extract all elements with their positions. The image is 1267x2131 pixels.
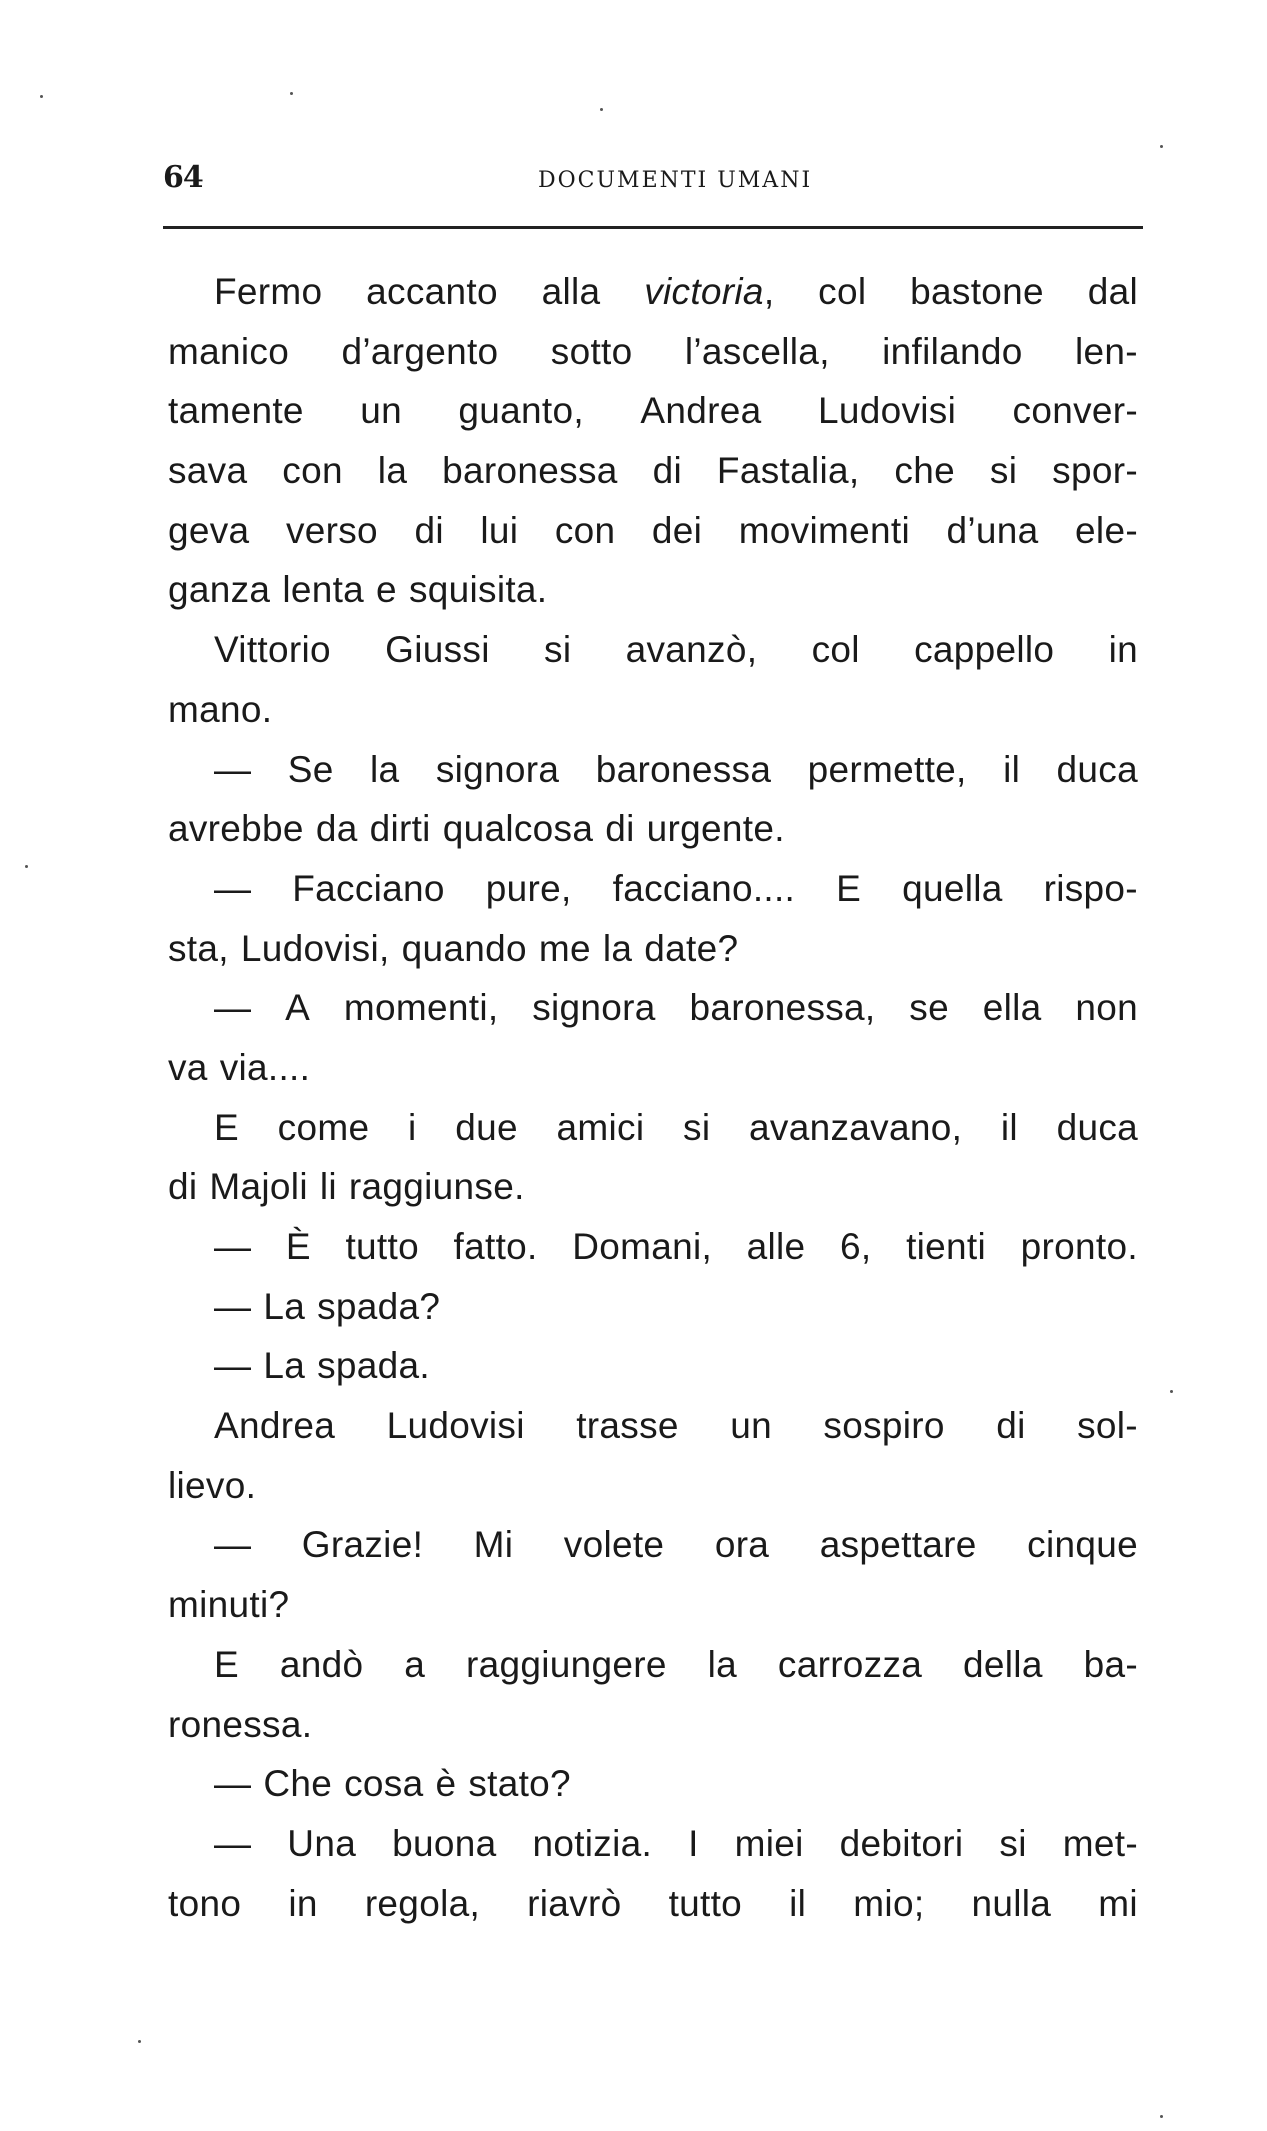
page-number: 64: [163, 160, 203, 195]
text-line: E come i due amici si avanzavano, il duca: [214, 1106, 1138, 1148]
page-header: [163, 160, 1143, 200]
scan-speck: [1160, 2115, 1163, 2118]
scan-speck: [1170, 1390, 1173, 1393]
text-line: — La spada.: [214, 1345, 430, 1387]
scan-speck: [290, 92, 293, 95]
scan-speck: [600, 108, 603, 111]
text-line: Andrea Ludovisi trasse un sospiro di sol-: [214, 1405, 1138, 1447]
scan-speck: [1160, 145, 1163, 148]
text-line: Vittorio Giussi si avanzò, col cappello in: [214, 629, 1138, 671]
text-line: manico d’argento sotto l’ascella, infilando len-: [168, 330, 1138, 372]
text-line: minuti?: [168, 1584, 290, 1626]
text-line: mano.: [168, 688, 273, 730]
text-line: — La spada?: [214, 1285, 441, 1327]
text-line: ganza lenta e squisita.: [168, 569, 548, 611]
text-line: avrebbe da dirti qualcosa di urgente.: [168, 808, 785, 850]
text-line: — Se la signora baronessa permette, il duca: [214, 748, 1138, 790]
text-line: va via....: [168, 1046, 311, 1088]
text-line: tono in regola, riavrò tutto il mio; nulla mi: [168, 1882, 1138, 1924]
running-title: DOCUMENTI UMANI: [538, 168, 813, 193]
text-line: — Che cosa è stato?: [214, 1763, 571, 1805]
text-line: sta, Ludovisi, quando me la date?: [168, 927, 739, 969]
text-line: tamente un guanto, Andrea Ludovisi conver-: [168, 390, 1138, 432]
text-line: geva verso di lui con dei movimenti d’una ele-: [168, 509, 1138, 551]
scan-speck: [25, 865, 28, 868]
text-line: ronessa.: [168, 1703, 313, 1745]
text-line: — Una buona notizia. I miei debitori si met-: [214, 1822, 1138, 1864]
text-line: E andò a raggiungere la carrozza della ba-: [214, 1643, 1138, 1685]
text-line: Fermo accanto alla victoria, col bastone dal: [214, 271, 1138, 312]
text-line: — Grazie! Mi volete ora aspettare cinque: [214, 1524, 1138, 1566]
scan-speck: [40, 95, 43, 98]
body-text: [168, 262, 1138, 1933]
text-line: lievo.: [168, 1464, 257, 1506]
text-line: — Facciano pure, facciano.... E quella rispo-: [214, 867, 1138, 909]
header-rule: [163, 226, 1143, 229]
text-line: sava con la baronessa di Fastalia, che si spor-: [168, 450, 1138, 492]
text-line: — A momenti, signora baronessa, se ella non: [214, 987, 1138, 1029]
text-line: — È tutto fatto. Domani, alle 6, tienti pronto.: [214, 1226, 1138, 1267]
text-line: di Majoli li raggiunse.: [168, 1166, 525, 1208]
scan-speck: [138, 2040, 141, 2043]
